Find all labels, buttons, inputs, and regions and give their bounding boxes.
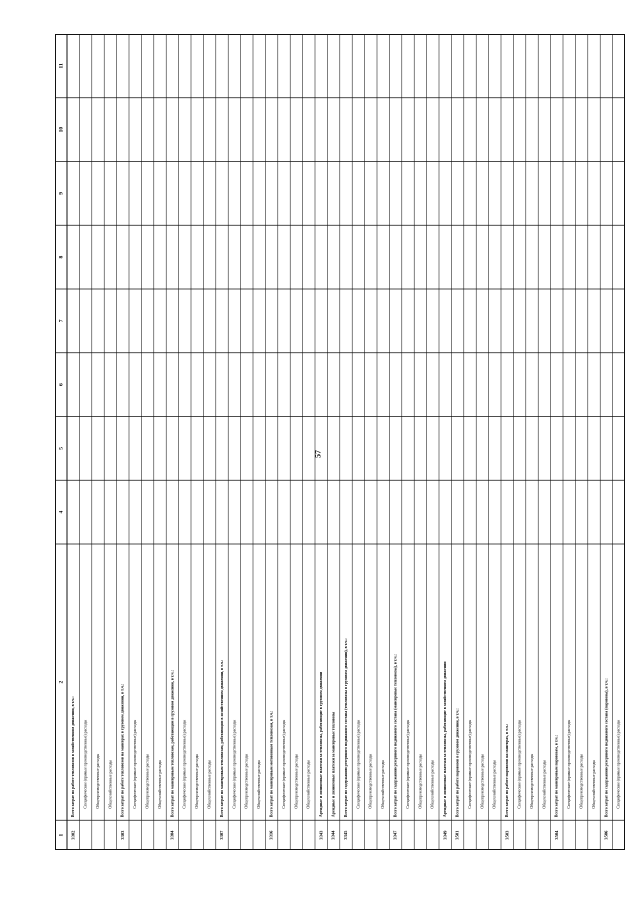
row-label: Общепроизводственные расходы <box>195 753 200 809</box>
row-label: Всего затрат по маневровым мотовозным тепловозам, в т.ч.: <box>269 710 274 818</box>
row-label: Всего затрат по работе тепловозов на маневрах в грузовом движении, в т.ч.: <box>120 683 125 818</box>
row-label: Общепроизводственные расходы <box>418 753 423 809</box>
row-label: Специфические (прямые производственные) расходы <box>182 719 187 809</box>
row-label: Всего затрат по маневровым тепловозам, работающим в хозяйственном движении, в т.ч.: <box>219 659 224 818</box>
row-code: 3316 <box>268 830 274 840</box>
row-label: Общехозяйственные расходы <box>430 759 435 809</box>
column-number: 7 <box>58 319 65 323</box>
row-label: Общепроизводственные расходы <box>368 753 373 809</box>
column-number: 2 <box>58 680 65 684</box>
row-label: Специфические (прямые производственные) расходы <box>467 719 472 809</box>
table-body <box>55 34 625 850</box>
column-number: 11 <box>58 63 65 69</box>
row-label: Общепроизводственные расходы <box>294 753 299 809</box>
row-code: 3501 <box>454 830 460 840</box>
row-label: Общепроизводственные расходы <box>95 753 100 809</box>
row-label: Всего затрат по работе паровозов на маневрах, в т.ч.: <box>505 723 510 818</box>
row-label: Всего затрат по содержанию резервного подвижного состава (маневровые тепловозы), в т.ч.: <box>393 654 398 818</box>
row-label: Общехозяйственные расходы <box>207 759 212 809</box>
row-label: Общепроизводственные расходы <box>145 753 150 809</box>
row-code: 3304 <box>169 830 175 840</box>
column-number: 5 <box>58 447 65 450</box>
row-label: Всего затрат по маневровым паровозам, в т.ч.: <box>554 735 559 818</box>
row-label: Специфические (прямые производственные) расходы <box>567 719 572 809</box>
row-label: Общепроизводственные расходы <box>579 753 584 809</box>
row-label: Общепроизводственные расходы <box>529 753 534 809</box>
row-label: Специфические (прямые производственные) расходы <box>232 719 237 809</box>
column-number: 10 <box>58 126 65 133</box>
column-number: 4 <box>58 510 65 514</box>
row-label: Общехозяйственные расходы <box>306 759 311 809</box>
row-label: Специфические (прямые производственные) расходы <box>281 719 286 809</box>
row-label: Общехозяйственные расходы <box>591 759 596 809</box>
row-code: 3506 <box>603 830 609 840</box>
row-label: Специфические (прямые производственные) расходы <box>356 719 361 809</box>
row-label: Общехозяйственные расходы <box>542 759 547 809</box>
row-code: 3503 <box>504 830 510 840</box>
row-code: 3302 <box>70 830 76 840</box>
row-code: 3307 <box>219 830 225 840</box>
row-label: Специфические (прямые производственные) расходы <box>616 719 621 809</box>
row-label: Специфические (прямые производственные) расходы <box>405 719 410 809</box>
rotated-expense-table <box>55 34 625 850</box>
row-label: Общепроизводственные расходы <box>480 753 485 809</box>
row-code: 3347 <box>392 830 398 840</box>
row-label: Арендные и лизинговые платежи за тепловозы, работающие в грузовом движении <box>319 671 324 818</box>
page-number: 57 <box>313 450 323 458</box>
row-label: Общехозяйственные расходы <box>257 759 262 809</box>
row-label: Специфические (прямые производственные) расходы <box>83 719 88 809</box>
row-label: Специфические (прямые производственные) расходы <box>517 719 522 809</box>
row-code: 3344 <box>330 830 336 840</box>
column-number: 1 <box>58 833 65 837</box>
row-label: Всего затрат по содержанию резервного подвижного состава (тепловозы в грузовом движении), в т.ч.: <box>343 638 348 818</box>
row-label: Арендные и лизинговые платежи за маневровые тепловозы <box>331 711 336 818</box>
row-label: Арендные и лизинговые платежи за тепловозы, работающие в хозяйственном движении <box>443 661 448 818</box>
row-label: Общепроизводственные расходы <box>244 753 249 809</box>
row-label: Всего затрат по работе тепловозов в хозяйственном движении, в т.ч.: <box>71 696 76 818</box>
row-code: 3504 <box>553 830 559 840</box>
row-code: 3345 <box>343 830 349 840</box>
row-code: 3303 <box>119 830 125 840</box>
row-code: 3343 <box>318 830 324 840</box>
row-label: Общехозяйственные расходы <box>108 759 113 809</box>
row-label: Общехозяйственные расходы <box>157 759 162 809</box>
row-label: Общехозяйственные расходы <box>381 759 386 809</box>
row-label: Специфические (прямые производственные) расходы <box>133 719 138 809</box>
row-code: 3349 <box>442 830 448 840</box>
row-label: Общехозяйственные расходы <box>492 759 497 809</box>
column-number: 6 <box>58 383 65 386</box>
row-label: Всего затрат по работе паровозов в грузовом движении, в т.ч.: <box>455 708 460 818</box>
column-number: 9 <box>58 192 65 195</box>
row-label: Всего затрат по маневровым тепловозам, работающим в грузовом движении, в т.ч.: <box>170 670 175 818</box>
column-number: 8 <box>58 255 65 259</box>
row-label: Всего затрат по содержанию резервного подвижного состава (паровозы), в т.ч.: <box>604 678 609 818</box>
